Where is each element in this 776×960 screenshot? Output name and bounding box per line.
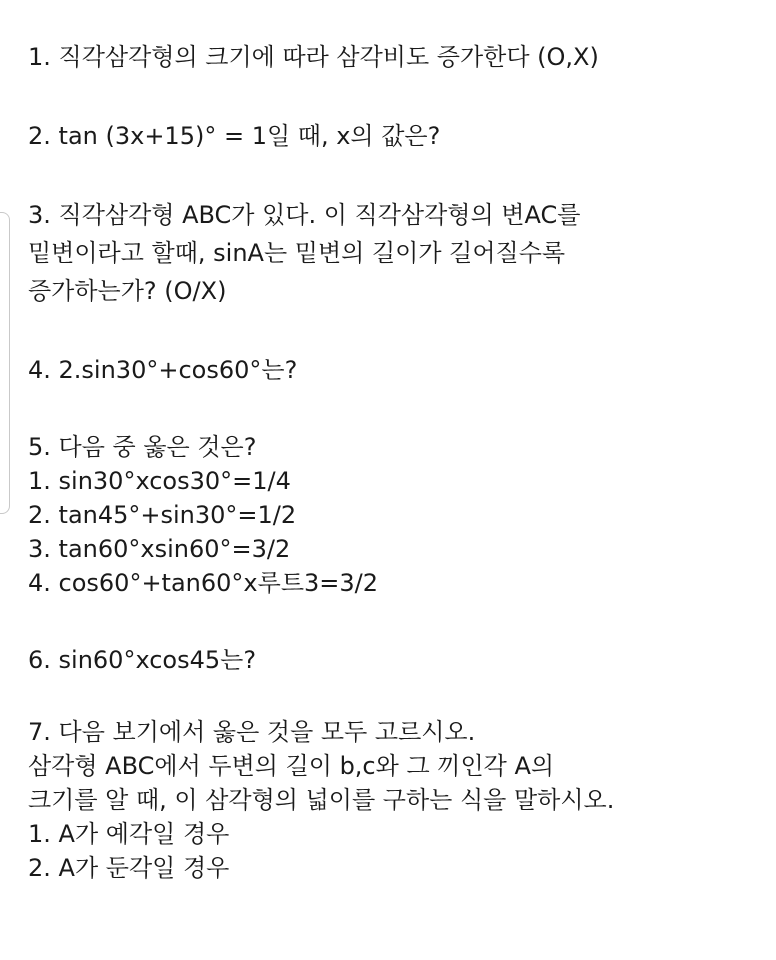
question-5-option: 4. cos60°+tan60°x루트3=3/2 [28, 569, 379, 597]
question-5-option: 2. tan45°+sin30°=1/2 [28, 501, 297, 529]
question-3-line: 밑변이라고 할때, sinA는 밑변의 길이가 길어질수록 [28, 239, 566, 267]
side-scroll-tab[interactable] [0, 212, 10, 514]
question-7-body: 삼각형 ABC에서 두변의 길이 b,c와 그 끼인각 A의 [28, 752, 555, 780]
question-2: 2. tan (3x+15)° = 1일 때, x의 값은? [28, 122, 441, 150]
question-4: 4. 2.sin30°+cos60°는? [28, 356, 298, 384]
question-5-option: 3. tan60°xsin60°=3/2 [28, 535, 291, 563]
question-7-body: 크기를 알 때, 이 삼각형의 넓이를 구하는 식을 말하시오. [28, 786, 615, 814]
question-7-option: 1. A가 예각일 경우 [28, 820, 230, 848]
question-7-option: 2. A가 둔각일 경우 [28, 854, 230, 882]
question-3-line: 3. 직각삼각형 ABC가 있다. 이 직각삼각형의 변AC를 [28, 201, 581, 229]
question-1: 1. 직각삼각형의 크기에 따라 삼각비도 증가한다 (O,X) [28, 43, 599, 71]
question-5-option: 1. sin30°xcos30°=1/4 [28, 467, 291, 495]
question-5-stem: 5. 다음 중 옳은 것은? [28, 433, 257, 461]
question-7-stem: 7. 다음 보기에서 옳은 것을 모두 고르시오. [28, 718, 476, 746]
worksheet [28, 38, 758, 885]
question-3 [28, 196, 758, 310]
question-3-line: 증가하는가? (O/X) [28, 277, 227, 305]
question-6: 6. sin60°xcos45는? [28, 646, 257, 674]
question-5 [28, 430, 758, 600]
question-7 [28, 715, 758, 885]
